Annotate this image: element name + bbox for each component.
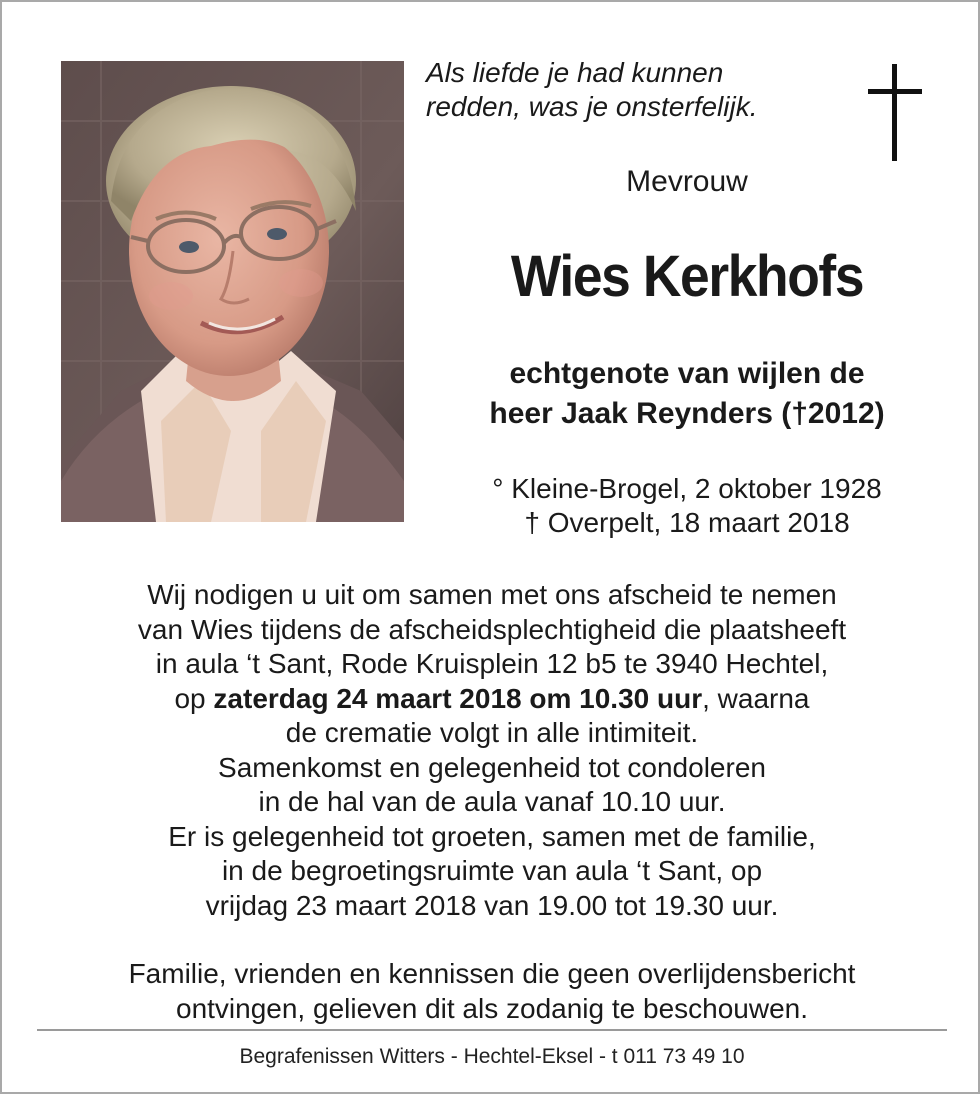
closing-note: [2, 957, 980, 1026]
invitation-text: [2, 578, 980, 923]
quote-line-1: Als liefde je had kunnen: [426, 57, 724, 88]
deceased-name: Wies Kerkhofs: [510, 244, 864, 309]
invitation-line: Wij nodigen u uit om samen met ons afscheid te nemen: [147, 579, 837, 610]
portrait-photo: [61, 61, 404, 522]
spouse-info: [422, 354, 952, 434]
spouse-line-1: echtgenote van wijlen de: [509, 357, 865, 390]
invitation-line: Samenkomst en gelegenheid tot condoleren: [218, 751, 766, 783]
invitation-line: vrijdag 23 maart 2018 van 19.00 tot 19.30 uur.: [205, 889, 779, 921]
memorial-quote: [426, 56, 758, 124]
birth-date: ° Kleine-Brogel, 2 oktober 1928: [492, 473, 882, 504]
quote-line-2: redden, was je onsterfelijk.: [426, 91, 758, 122]
invitation-line: van Wies tijdens de afscheidsplechtigheid die plaatsheeft: [137, 613, 847, 645]
death-date: † Overpelt, 18 maart 2018: [524, 507, 850, 538]
closing-line-1: Familie, vrienden en kennissen die geen overlijdensbericht: [128, 958, 856, 989]
invitation-line: in de begroetingsruimte van aula ‘t Sant, op: [221, 855, 763, 886]
portrait-image: [61, 61, 404, 522]
cross-icon: [864, 64, 926, 162]
invitation-line-ceremony: [2, 682, 980, 717]
closing-line-2: ontvingen, gelieven dit als zodanig te beschouwen.: [176, 992, 808, 1024]
spouse-line-2: heer Jaak Reynders (†2012): [489, 397, 885, 430]
life-dates: [422, 472, 952, 540]
invitation-line: de crematie volgt in alle intimiteit.: [285, 717, 699, 748]
invitation-line: Er is gelegenheid tot groeten, samen met de familie,: [168, 820, 816, 852]
invitation-line: in de hal van de aula vanaf 10.10 uur.: [258, 786, 726, 817]
funeral-home-footer: Begrafenissen Witters - Hechtel-Eksel - t 011 73 49 10: [239, 1045, 745, 1068]
honorific-title: Mevrouw: [626, 165, 748, 198]
footer-divider: [37, 1029, 947, 1031]
ceremony-prefix: op: [174, 682, 214, 714]
ceremony-datetime: zaterdag 24 maart 2018 om 10.30 uur: [213, 682, 703, 714]
invitation-line: in aula ‘t Sant, Rode Kruisplein 12 b5 te 3940 Hechtel,: [155, 648, 829, 679]
ceremony-suffix: , waarna: [702, 682, 810, 714]
